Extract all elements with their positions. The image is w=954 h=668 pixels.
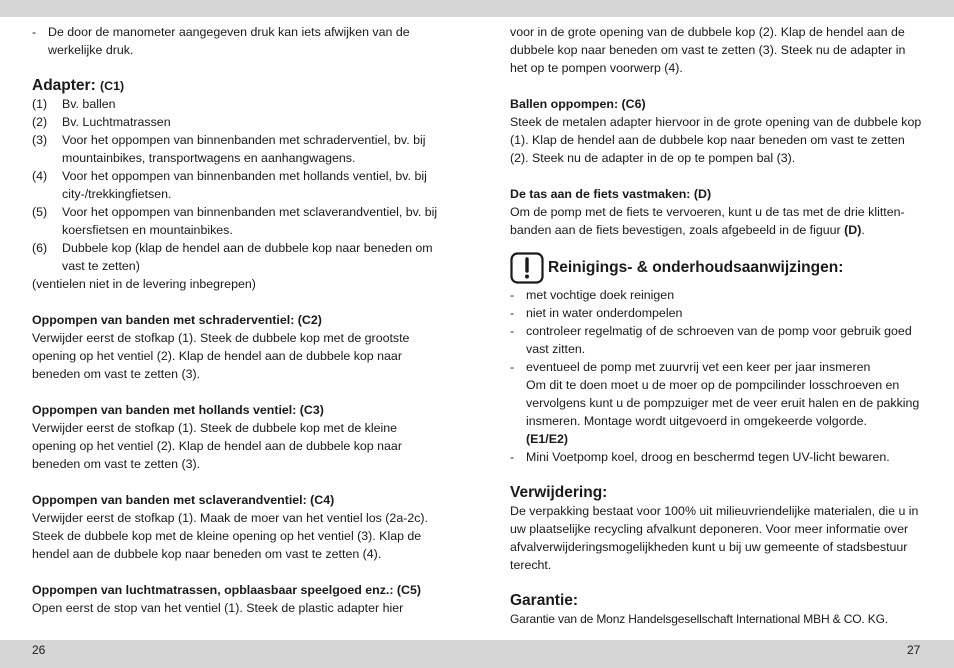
item-number: (3) — [32, 133, 48, 147]
list-item — [32, 131, 444, 167]
tas-ref: (D) — [844, 223, 862, 237]
item-text: niet in water onderdompelen — [526, 306, 683, 320]
hollands-heading: Oppompen van banden met hollands ventiel: (C3) — [32, 403, 324, 417]
dash-marker: - — [510, 288, 515, 302]
item-text: Voor het oppompen van binnenbanden met sclaverandventiel, bv. bij koersfietsen en mountainbikes. — [62, 205, 438, 237]
hollands-text: Verwijder eerst de stofkap (1). Steek de dubbele kop met de kleine opening op het ventiel (2). Klap de hendel aan de dubbele kop naar beneden om vast te zetten (3). — [32, 421, 402, 471]
list-item — [510, 358, 922, 376]
schrader-heading: Oppompen van banden met schraderventiel: (C2) — [32, 313, 322, 327]
item-text: Mini Voetpomp koel, droog en beschermd tegen UV-licht bewaren. — [526, 450, 890, 464]
tas-heading: De tas aan de fiets vastmaken: (D) — [510, 187, 712, 201]
ballen-text: Steek de metalen adapter hiervoor in de grote opening van de dubbele kop (1). Klap de hendel aan de dubbele kop naar beneden om vast te zetten (2). Steek nu de adapter in de op te pompen bal (3). — [510, 115, 922, 165]
dash-marker: - — [510, 306, 515, 320]
continuation-text: voor in de grote opening van de dubbele kop (2). Klap de hendel aan de dubbele kop naar beneden om vast te zetten (3). Steek nu de adapter in het op te pompen voorwerp (4). — [510, 25, 906, 75]
item-number: (6) — [32, 241, 48, 255]
item-number: (2) — [32, 115, 48, 129]
reiniging-detail: Om dit te doen moet u de moer op de pompcilinder losschroeven en vervolgens kunt u de pompzuiger met de veer eruit halen en de pakking insmeren. Montage wordt uitgevoerd in omgekeerde volgorde. — [526, 378, 920, 428]
item-number: (1) — [32, 97, 48, 111]
dash-marker: - — [510, 450, 515, 464]
verwijdering-heading: Verwijdering: — [510, 484, 608, 501]
page-number-left: 26 — [32, 643, 46, 657]
reiniging-detail-ref: (E1/E2) — [526, 432, 569, 446]
reiniging-heading: Reinigings- & onderhoudsaanwijzingen: — [548, 259, 844, 276]
adapter-heading-ref: (C1) — [100, 79, 125, 93]
item-text: met vochtige doek reinigen — [526, 288, 675, 302]
bottom-bar — [0, 640, 954, 668]
garantie-heading: Garantie: — [510, 592, 579, 609]
sclaverand-heading: Oppompen van banden met sclaverandventiel: (C4) — [32, 493, 335, 507]
verwijdering-text: De verpakking bestaat voor 100% uit milieuvriendelijke materialen, die u in uw plaatselijke recycling afvalkunt deponeren. Voor meer informatie over afvalverwijderingsmogelijkheden kunt u bij uw gemeente of stadsbestuur terecht. — [510, 504, 919, 572]
list-item — [510, 286, 922, 304]
left-page — [32, 23, 444, 617]
item-text: Bv. ballen — [62, 97, 116, 111]
page-number-right: 27 — [907, 643, 921, 657]
intro-text: De door de manometer aangegeven druk kan iets afwijken van de werkelijke druk. — [48, 25, 410, 57]
list-item — [510, 448, 922, 466]
list-item — [32, 239, 444, 275]
luchtmatras-text: Open eerst de stop van het ventiel (1). Steek de plastic adapter hier — [32, 601, 404, 615]
adapter-heading-text: Adapter: — [32, 77, 96, 94]
dash-marker: - — [32, 25, 37, 39]
warning-icon — [510, 252, 544, 284]
tas-end: . — [861, 223, 865, 237]
tas-paragraph — [510, 203, 922, 239]
item-text: Bv. Luchtmatrassen — [62, 115, 171, 129]
item-text: Voor het oppompen van binnenbanden met hollands ventiel, bv. bij city-/trekkingfietsen. — [62, 169, 427, 201]
adapter-heading — [32, 77, 444, 95]
list-item — [510, 304, 922, 322]
item-number: (4) — [32, 169, 48, 183]
dash-marker: - — [510, 360, 515, 374]
adapter-note: (ventielen niet in de levering inbegrepen) — [32, 277, 256, 291]
top-bar — [0, 0, 954, 17]
sclaverand-text: Verwijder eerst de stofkap (1). Maak de moer van het ventiel los (2a-2c). Steek de dubbele kop met de kleine opening op het ventiel (3). Klap de hendel aan de dubbele kop naar beneden om vast te zetten (4). — [32, 511, 428, 561]
item-text: eventueel de pomp met zuurvrij vet een keer per jaar insmeren — [526, 360, 871, 374]
list-item — [32, 167, 444, 203]
luchtmatras-heading: Oppompen van luchtmatrassen, opblaasbaar speelgoed enz.: (C5) — [32, 583, 422, 597]
list-item — [32, 113, 444, 131]
item-text: Voor het oppompen van binnenbanden met schraderventiel, bv. bij mountainbikes, transportwagens en aanhangwagens. — [62, 133, 426, 165]
dash-marker: - — [510, 324, 515, 338]
item-number: (5) — [32, 205, 48, 219]
list-item — [510, 322, 922, 358]
item-text: Dubbele kop (klap de hendel aan de dubbele kop naar beneden om vast te zetten) — [62, 241, 433, 273]
list-item — [32, 23, 444, 59]
ballen-heading: Ballen oppompen: (C6) — [510, 97, 646, 111]
list-item — [32, 95, 444, 113]
list-item — [32, 203, 444, 239]
right-page — [510, 23, 922, 628]
tas-text: Om de pomp met de fiets te vervoeren, kunt u de tas met de drie klittenbanden aan de fiets bevestigen, zoals afgebeeld in de figuur — [510, 205, 905, 237]
garantie-text: Garantie van de Monz Handelsgesellschaft International MBH & CO. KG. — [510, 612, 888, 626]
item-text: controleer regelmatig of de schroeven van de pomp voor gebruik goed vast zitten. — [526, 324, 912, 356]
reiniging-heading-row — [510, 250, 922, 286]
schrader-text: Verwijder eerst de stofkap (1). Steek de dubbele kop met de grootste opening op het ventiel (2). Klap de hendel aan de dubbele kop naar beneden om vast te zetten (3). — [32, 331, 410, 381]
